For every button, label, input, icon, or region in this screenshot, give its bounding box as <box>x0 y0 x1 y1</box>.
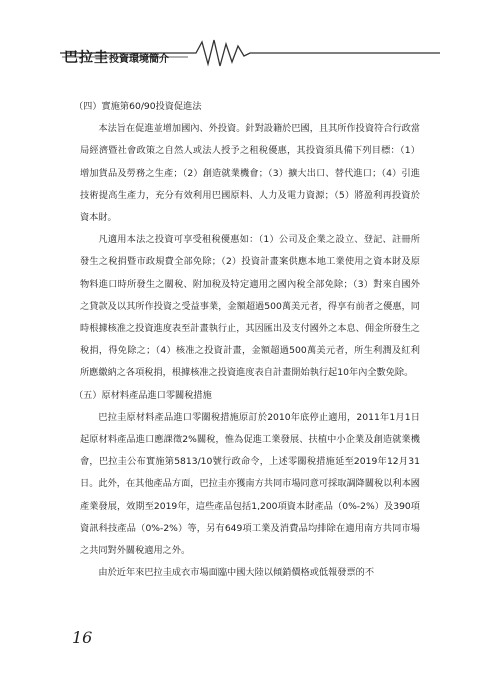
paragraph: 由於近年來巴拉圭成衣市場面臨中國大陸以傾銷價格或低報發票的不 <box>98 567 375 579</box>
section-4 <box>74 96 420 385</box>
paragraph: 本法旨在促進並增加國內、外投資。針對設籍於巴國，且其所作投資符合行政當局經濟暨社會政策之自然人或法人授予之租稅優惠，其投資須具備下列目標：（1）增加貨品及勞務之生產；（2）創造就業機會；（3）擴大出口、替代進口；（4）引進技術提高生產力，充分有效利用巴國原料、人力及電力資源；（5）將盈利再投資於資本財。 <box>80 123 420 224</box>
paragraph: 凡適用本法之投資可享受租稅優惠如：（1）公司及企業之設立、登記、註冊所發生之稅捐暨市政規費全部免除；（2）投資計畫案供應本地工業使用之資本財及原物料進口時所發生之關稅、附加稅及特定適用之國內稅全部免除；（3）對來自國外之貸款及以其所作投資之受益事業，金額超過500萬美元者，得享有前者之優惠，同時根據核准之投資進度表至計畫執行止，其因匯出及支付國外之本息、佣金所發生之稅捐，得免除之；（4）核准之投資計畫，金額超過500萬美元者，所生利潤及紅利所應繳納之各項稅捐，根據核准之投資進度表自計畫開始執行起10年內全數免除。 <box>80 234 420 379</box>
header-title-main: 巴拉圭 <box>64 50 109 66</box>
paragraph: 巴拉圭原材料產品進口零關稅措施原訂於2010年底停止適用，2011年1月1日起原材料產品進口應課徵2%關稅，惟為促進工業發展、扶植中小企業及創造就業機會，巴拉圭公布實施第5813/10號行政命令，上述零關稅措施延至2019年12月31日。此外，在其他產品方面，巴拉圭亦獲南方共同市場同意可採取調降關稅以利本國產業發展，效期至2019年，這些產品包括1,200項資本財產品（0%-2%）及390項資訊科技產品（0%-2%）等，另有649項工業及消費品均排除在適用南方共同市場之共同對外關稅適用之外。 <box>80 411 420 557</box>
section-heading: （五）原材料產品進口零關稅措施 <box>74 389 212 401</box>
document-body <box>74 96 420 584</box>
page-number: 16 <box>72 628 93 647</box>
section-5 <box>74 385 420 585</box>
header-title <box>64 47 169 67</box>
header-title-sub: 投資環境簡介 <box>109 54 169 65</box>
section-heading: （四）實施第60/90投資促進法 <box>74 101 202 112</box>
page-header <box>0 36 480 76</box>
